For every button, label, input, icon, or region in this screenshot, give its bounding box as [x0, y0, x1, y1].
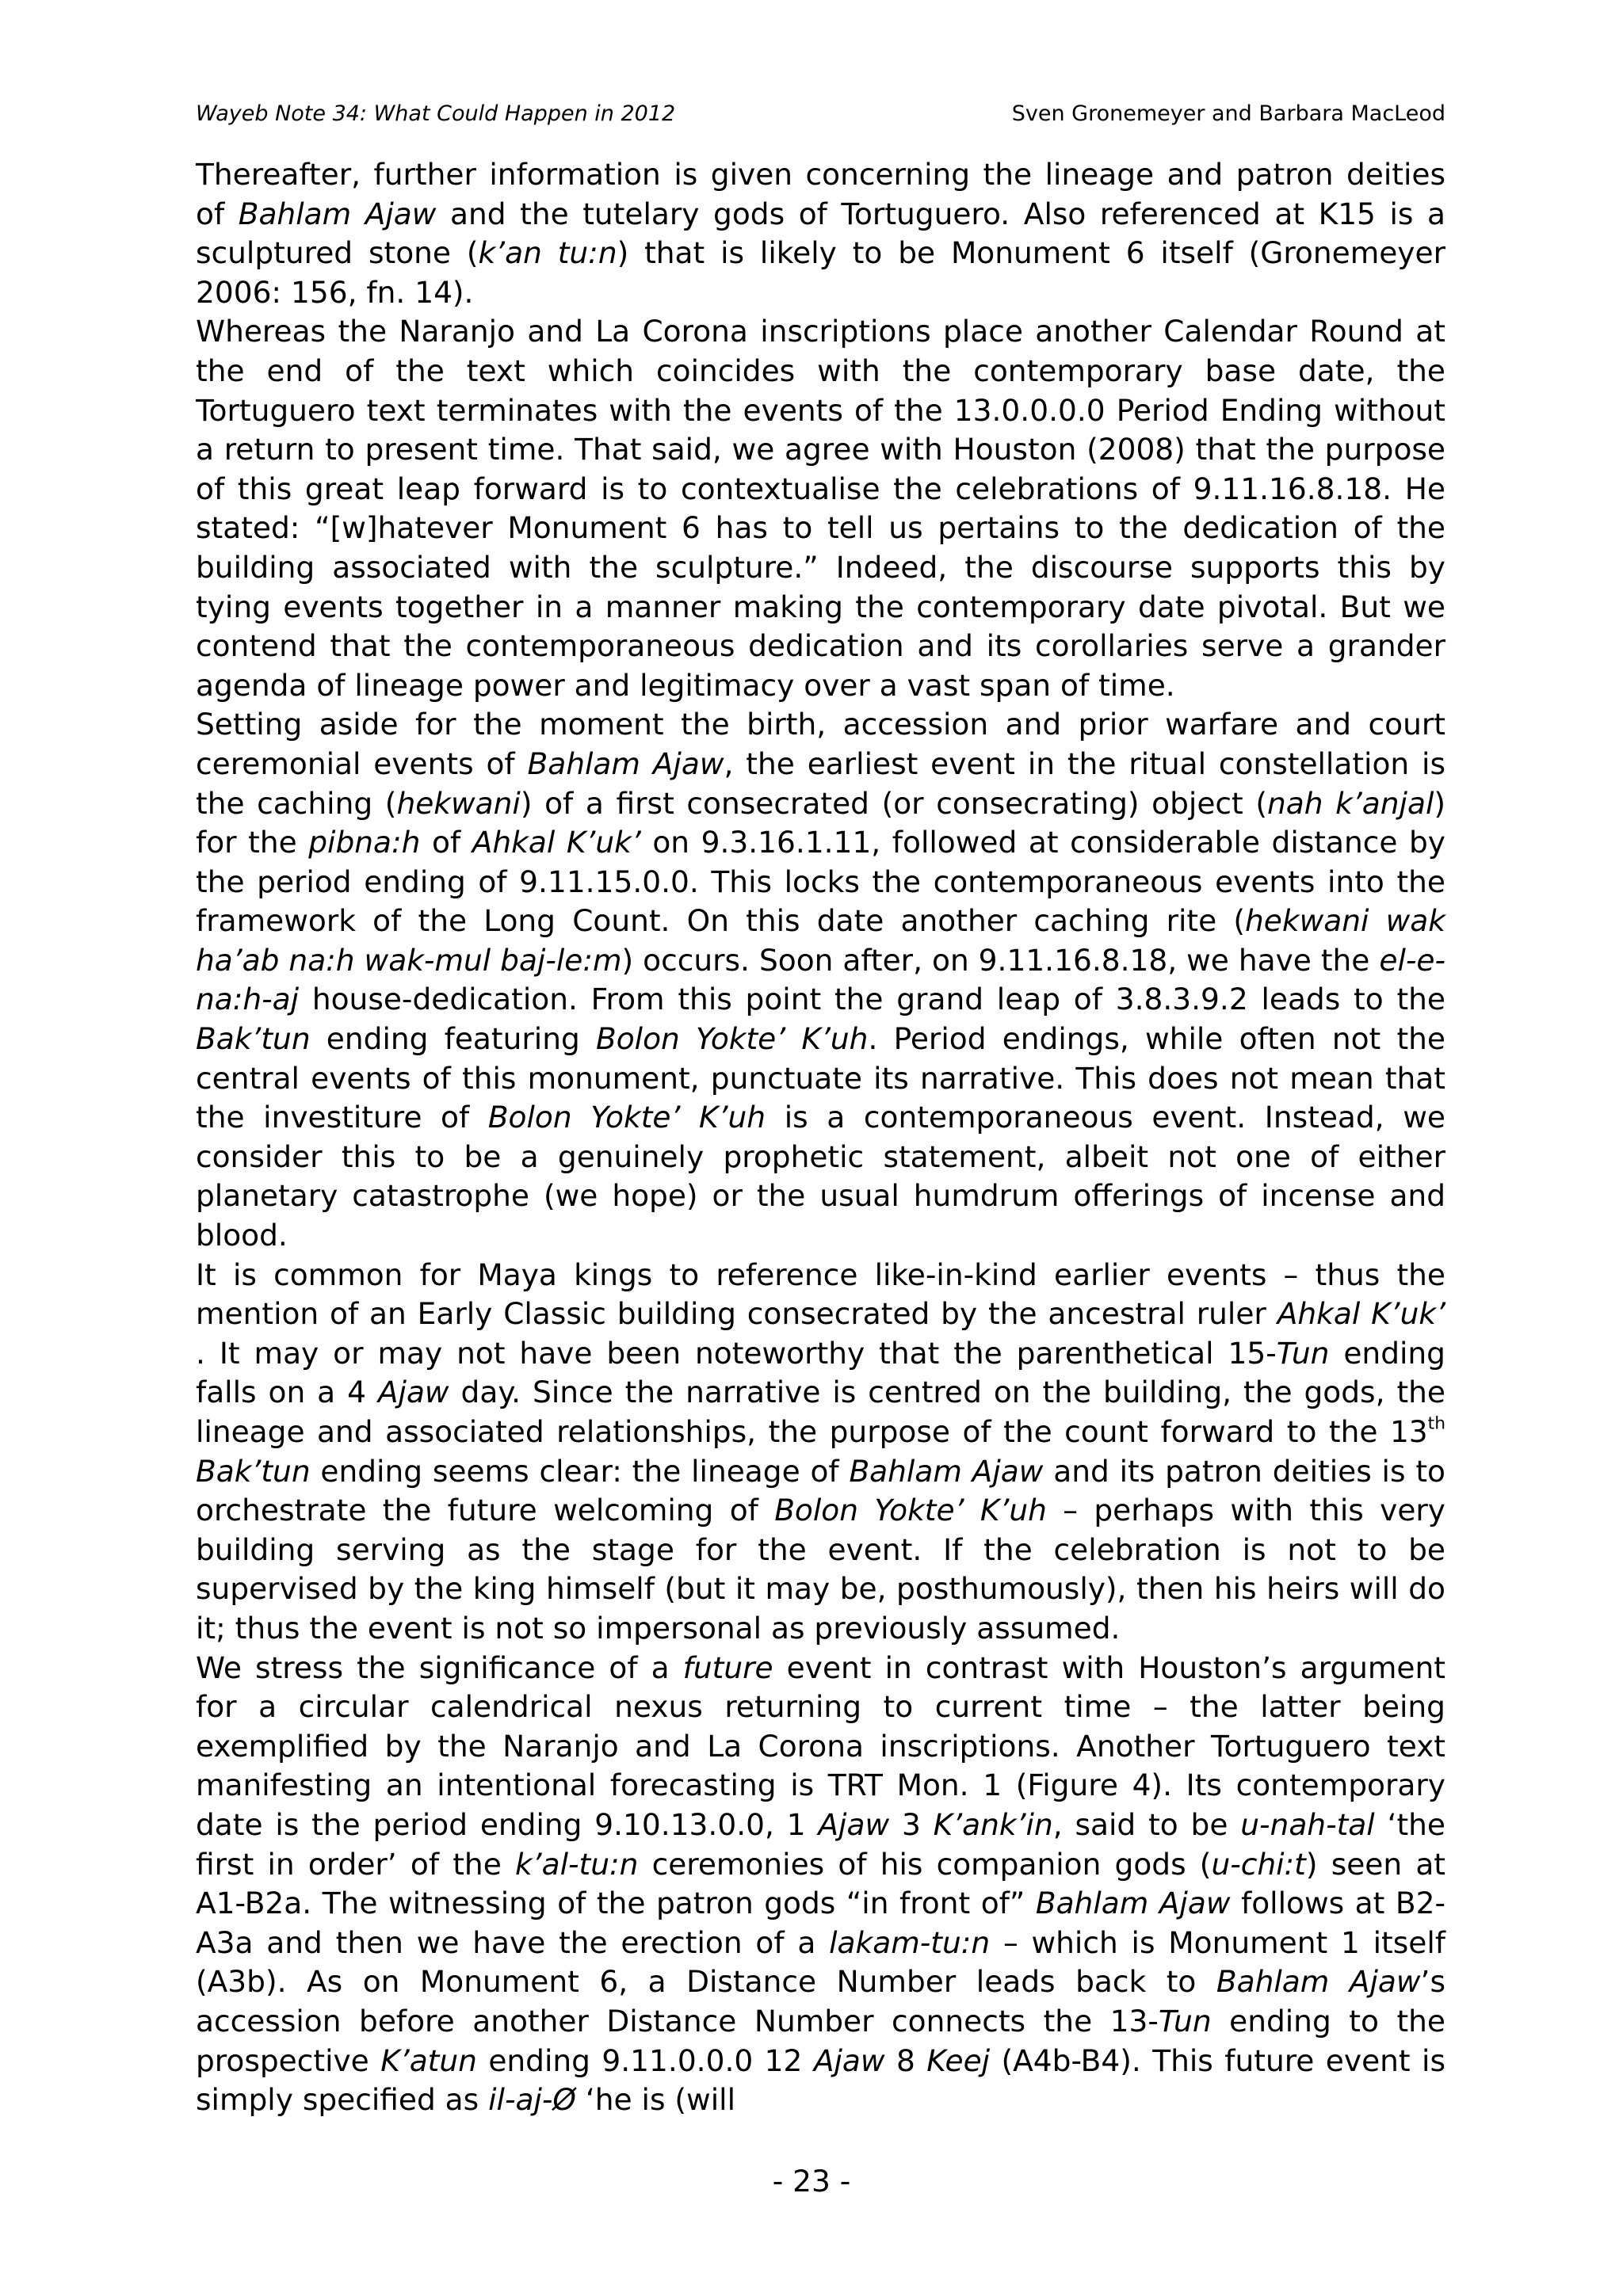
- italic-term: lakam-tu:n: [829, 1924, 991, 1960]
- paragraph: [196, 312, 1445, 705]
- text-run: ) occurs. Soon after, on 9.11.16.8.18, we have the: [621, 942, 1380, 978]
- italic-term: Bolon Yokte’ K’uh: [774, 1493, 1047, 1528]
- italic-term: Tun: [1276, 1335, 1330, 1371]
- text-run: 8: [884, 2042, 927, 2078]
- italic-term: Ajaw: [813, 2042, 885, 2078]
- italic-term: Keej: [926, 2042, 991, 2078]
- italic-term: el-e-na:h-aj: [196, 942, 1445, 1017]
- italic-term: Bolon Yokte’ K’uh: [487, 1100, 766, 1135]
- text-run: ceremonies of his companion gods (: [638, 1846, 1212, 1882]
- italic-term: Bahlam Ajaw: [238, 196, 437, 231]
- text-run: . It may or may not have been noteworthy that the parenthetical 15-: [196, 1335, 1277, 1371]
- italic-term: k’an tu:n: [478, 235, 617, 271]
- header-authors: Sven Gronemeyer and Barbara MacLeod: [1011, 101, 1445, 126]
- italic-term: K’ank’in: [933, 1806, 1053, 1842]
- text-run: and the tutelary gods of Tortuguero. Also referenced at K15 is a sculptured stone (: [196, 196, 1445, 271]
- italic-term: Tun: [1158, 2003, 1212, 2039]
- text-run: house-dedication. From this point the grand leap of 3.8.3.9.2 leads to the: [299, 982, 1445, 1017]
- italic-term: Bahlam Ajaw: [849, 1453, 1044, 1489]
- italic-term: Ajaw: [818, 1806, 890, 1842]
- italic-term: Bak’tun: [196, 1021, 311, 1057]
- text-run: ’s accession before another Distance Number connects the 13-: [196, 1964, 1445, 2039]
- italic-term: Bahlam Ajaw: [527, 746, 724, 781]
- text-run: is a contemporaneous event. Instead, we consider this to be a genuinely prophetic statement, albeit not one of either planetary catastrophe (we hope) or the usual humdrum offerings of incense and blood.: [196, 1100, 1445, 1253]
- text-run: ending falls on a 4: [196, 1335, 1445, 1410]
- italic-term: nah k’anjal: [1267, 785, 1434, 821]
- text-run: ending seems clear: the lineage of: [310, 1453, 850, 1489]
- italic-term: Bolon Yokte’ K’uh: [596, 1021, 869, 1057]
- italic-term: u-chi:t: [1211, 1846, 1306, 1882]
- text-run: – which is Monument 1 itself (A3b). As on Monument 6, a Distance Number leads back to: [196, 1924, 1445, 2000]
- body-text: [196, 155, 1445, 2120]
- paragraph: [196, 1256, 1445, 1649]
- italic-term: Bak’tun: [196, 1453, 311, 1489]
- text-run: follows at B2-A3a and then we have the erection of a: [196, 1886, 1446, 1960]
- text-run: ‘he is (will: [575, 2082, 735, 2118]
- italic-term: pibna:h: [308, 825, 421, 860]
- text-run: 3: [889, 1806, 934, 1842]
- text-run: Whereas the Naranjo and La Corona inscriptions place another Calendar Round at the end of the text which coincides with the contemporary base date, the Tortuguero text terminates with the events of the 13.0.0.0.0 Period Ending without a return to present time. That said, we agree with Houston (2008) that the purpose of this great leap forward is to contextualise the celebrations of 9.11.16.8.18. He stated: “[w]hatever Monument 6 has to tell us pertains to the dedication of the building associated with the sculpture.” Indeed, the discourse supports this by tying events together in a manner making the contemporary date pivotal. But we contend that the contemporaneous dedication and its corollaries serve a grander agenda of lineage power and legitimacy over a vast span of time.: [196, 314, 1445, 703]
- text-run: . Period endings, while often not the central events of this monument, punctuate its narrative. This does not mean that the investiture of: [196, 1021, 1446, 1135]
- text-run: ‘the first in order’ of the: [196, 1806, 1445, 1882]
- italic-term: u-nah-tal: [1240, 1806, 1375, 1842]
- italic-term: k’al-tu:n: [514, 1846, 639, 1882]
- italic-term: Ahkal K’uk’: [1277, 1296, 1446, 1332]
- italic-term: Ajaw: [377, 1375, 449, 1410]
- paragraph: [196, 1649, 1445, 2120]
- superscript: th: [1427, 1413, 1445, 1434]
- text-run: We stress the significance of a: [196, 1650, 683, 1685]
- text-run: ) of a first consecrated (or consecrating) object (: [520, 785, 1267, 821]
- paragraph: [196, 705, 1445, 1255]
- text-run: ) that is likely to be Monument 6 itself (Gronemeyer 2006: 156, fn. 14).: [196, 235, 1445, 310]
- italic-term: future: [682, 1650, 773, 1685]
- text-run: ending to the prospective: [196, 2003, 1445, 2078]
- italic-term: K’atun: [380, 2042, 477, 2078]
- italic-term: Ahkal K’uk’: [472, 825, 641, 860]
- italic-term: hekwani: [396, 785, 521, 821]
- text-run: Setting aside for the moment the birth, accession and prior warfare and court ceremonial events of: [196, 707, 1445, 781]
- text-run: , the earliest event in the ritual constellation is the caching (: [196, 746, 1445, 821]
- text-run: of: [420, 825, 472, 860]
- text-run: event in contrast with Houston’s argument for a circular calendrical nexus returning to current time – the latter being exemplified by the Naranjo and La Corona inscriptions. Another Tortuguero text manifesting an intentional forecasting is TRT Mon. 1 (Figure 4). Its contemporary date is the period ending 9.10.13.0.0, 1: [196, 1650, 1445, 1842]
- running-header: [196, 98, 1445, 130]
- italic-term: Bahlam Ajaw: [1035, 1886, 1231, 1921]
- text-run: on 9.3.16.1.11, followed at considerable distance by the period ending of 9.11.15.0.0. This locks the contemporaneous events into the framework of the Long Count. On this date another caching rite (: [196, 825, 1445, 939]
- text-run: Thereafter, further information is given concerning the lineage and patron deities of: [196, 157, 1445, 231]
- text-run: (A4b-B4). This future event is simply specified as: [196, 2042, 1445, 2118]
- text-run: day. Since the narrative is centred on the building, the gods, the lineage and associated relationships, the purpose of the count forward to the 13: [196, 1375, 1445, 1449]
- text-run: ending featuring: [310, 1021, 597, 1057]
- text-run: – perhaps with this very building serving as the stage for the event. If the celebration is not to be supervised by the king himself (but it may be, posthumously), then his heirs will do it; thus the event is not so impersonal as previously assumed.: [196, 1493, 1445, 1646]
- text-run: , said to be: [1052, 1806, 1241, 1842]
- text-run: and its patron deities is to orchestrate the future welcoming of: [196, 1453, 1445, 1528]
- page-number: - 23 -: [772, 2164, 851, 2199]
- text-run: It is common for Maya kings to reference like-in-kind earlier events – thus the mention of an Early Classic building consecrated by the ancestral ruler: [196, 1257, 1445, 1332]
- text-run: ending 9.11.0.0.0 12: [476, 2042, 814, 2078]
- italic-term: il-aj-Ø: [488, 2082, 576, 2118]
- italic-term: hekwani wak ha’ab na:h wak-mul baj-le:m: [196, 903, 1445, 978]
- italic-term: Bahlam Ajaw: [1216, 1964, 1421, 2000]
- text-run: ) for the: [196, 785, 1445, 860]
- header-title: Wayeb Note 34: What Could Happen in 2012: [196, 101, 676, 126]
- text-run: ) seen at A1-B2a. The witnessing of the patron gods “in front of”: [196, 1846, 1446, 1921]
- paragraph: [196, 155, 1445, 312]
